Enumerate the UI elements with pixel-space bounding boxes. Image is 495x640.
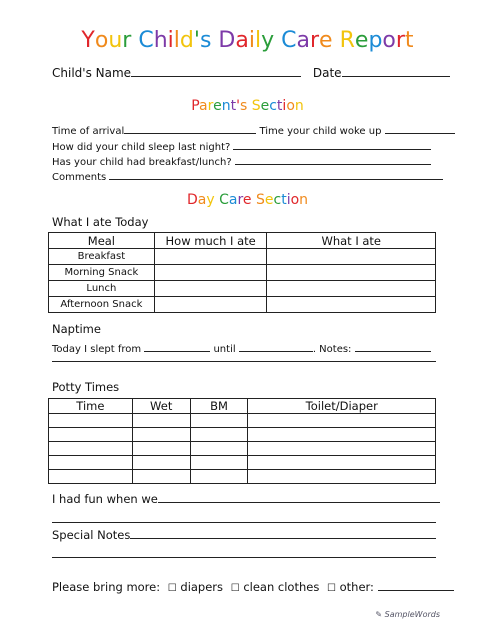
potty-times-label: Potty Times (52, 380, 120, 394)
table-row (49, 249, 436, 265)
special-notes-row (52, 528, 436, 542)
other-label: other: (339, 580, 374, 594)
logo (375, 610, 440, 619)
naptime-label: Naptime (52, 322, 101, 336)
how-much-cell[interactable] (154, 249, 267, 265)
wet-cell[interactable] (132, 428, 190, 442)
wet-cell[interactable] (132, 470, 190, 484)
what-ate-cell[interactable] (267, 265, 436, 281)
time-header: Time (49, 399, 133, 414)
fun-extra-line[interactable] (52, 522, 436, 523)
time-cell[interactable] (49, 470, 133, 484)
table-row (49, 428, 436, 442)
what-i-ate-label: What I ate Today (52, 215, 149, 229)
toilet-diaper-header: Toilet/Diaper (248, 399, 436, 414)
table-row (49, 470, 436, 484)
bm-cell[interactable] (190, 442, 248, 456)
logo-text: SampleWords (384, 610, 440, 619)
table-row (49, 265, 436, 281)
childs-name-row (52, 66, 450, 80)
table-row (49, 414, 436, 428)
comments-label: Comments (52, 172, 107, 183)
checkbox-other[interactable]: ☐ (326, 583, 336, 594)
bm-header: BM (190, 399, 248, 414)
pen-icon: ✎ (375, 610, 383, 619)
slept-from-label: Today I slept from (52, 344, 142, 355)
toilet-diaper-cell[interactable] (248, 470, 436, 484)
breakfast-question-field[interactable] (235, 154, 431, 165)
meal-name: Morning Snack (49, 265, 155, 281)
bring-more-label: Please bring more: (52, 580, 161, 594)
date-label: Date (312, 66, 342, 80)
toilet-diaper-cell[interactable] (248, 442, 436, 456)
toilet-diaper-cell[interactable] (248, 428, 436, 442)
bm-cell[interactable] (190, 428, 248, 442)
how-much-cell[interactable] (154, 281, 267, 297)
bring-more-row (52, 580, 454, 594)
wet-cell[interactable] (132, 456, 190, 470)
nap-notes-label: . Notes: (312, 344, 352, 355)
sleep-row (52, 139, 431, 153)
nap-row (52, 341, 431, 355)
until-label: until (213, 344, 236, 355)
bm-cell[interactable] (190, 470, 248, 484)
meal-table-header (49, 233, 436, 249)
breakfast-question-label: Has your child had breakfast/lunch? (52, 157, 232, 168)
time-of-arrival-field[interactable] (124, 123, 256, 134)
checkbox-clean-clothes[interactable]: ☐ (230, 583, 240, 594)
special-notes-extra-line[interactable] (52, 557, 436, 558)
daycare-section-title: Day Care Section (186, 192, 309, 208)
slept-from-field[interactable] (144, 341, 210, 352)
time-woke-up-field[interactable] (385, 123, 455, 134)
meal-name: Afternoon Snack (49, 297, 155, 313)
what-ate-cell[interactable] (267, 281, 436, 297)
childs-name-field[interactable] (131, 66, 301, 77)
table-row (49, 281, 436, 297)
fun-label: I had fun when we (52, 492, 158, 506)
toilet-diaper-cell[interactable] (248, 456, 436, 470)
arrival-row (52, 123, 455, 137)
checkbox-diapers[interactable]: ☐ (167, 583, 177, 594)
wet-cell[interactable] (132, 414, 190, 428)
date-field[interactable] (342, 66, 450, 77)
sleep-question-label: How did your child sleep last night? (52, 142, 231, 153)
sleep-question-field[interactable] (233, 139, 431, 150)
what-ate-cell[interactable] (267, 297, 436, 313)
nap-notes-extra-line[interactable] (52, 361, 436, 362)
toilet-diaper-cell[interactable] (248, 414, 436, 428)
time-cell[interactable] (49, 456, 133, 470)
fun-field[interactable] (158, 492, 440, 503)
time-of-arrival-label: Time of arrival (52, 126, 125, 137)
meal-name: Breakfast (49, 249, 155, 265)
childs-name-label: Child's Name (52, 66, 132, 80)
table-row (49, 442, 436, 456)
table-row (49, 297, 436, 313)
comments-row (52, 169, 443, 183)
meal-table (48, 232, 436, 313)
until-field[interactable] (239, 341, 313, 352)
bm-cell[interactable] (190, 414, 248, 428)
what-ate-cell[interactable] (267, 249, 436, 265)
what-ate-header: What I ate (267, 233, 436, 249)
potty-table-header (49, 399, 436, 414)
time-woke-up-label: Time your child woke up (259, 126, 382, 137)
potty-table (48, 398, 436, 484)
meal-name: Lunch (49, 281, 155, 297)
bm-cell[interactable] (190, 456, 248, 470)
how-much-cell[interactable] (154, 297, 267, 313)
wet-cell[interactable] (132, 442, 190, 456)
time-cell[interactable] (49, 414, 133, 428)
meal-header: Meal (49, 233, 155, 249)
wet-header: Wet (132, 399, 190, 414)
clean-clothes-label: clean clothes (243, 580, 320, 594)
page-title: Your Child's Daily Care Report (81, 28, 414, 53)
table-row (49, 456, 436, 470)
other-field[interactable] (378, 580, 454, 591)
special-notes-field[interactable] (130, 528, 436, 539)
breakfast-row (52, 154, 431, 168)
how-much-header: How much I ate (154, 233, 267, 249)
special-notes-label: Special Notes (52, 528, 131, 542)
nap-notes-field[interactable] (355, 341, 431, 352)
diapers-label: diapers (180, 580, 224, 594)
comments-field[interactable] (109, 169, 443, 180)
fun-row (52, 492, 440, 506)
how-much-cell[interactable] (154, 265, 267, 281)
parents-section-title: Parent's Section (191, 98, 304, 114)
time-cell[interactable] (49, 442, 133, 456)
time-cell[interactable] (49, 428, 133, 442)
